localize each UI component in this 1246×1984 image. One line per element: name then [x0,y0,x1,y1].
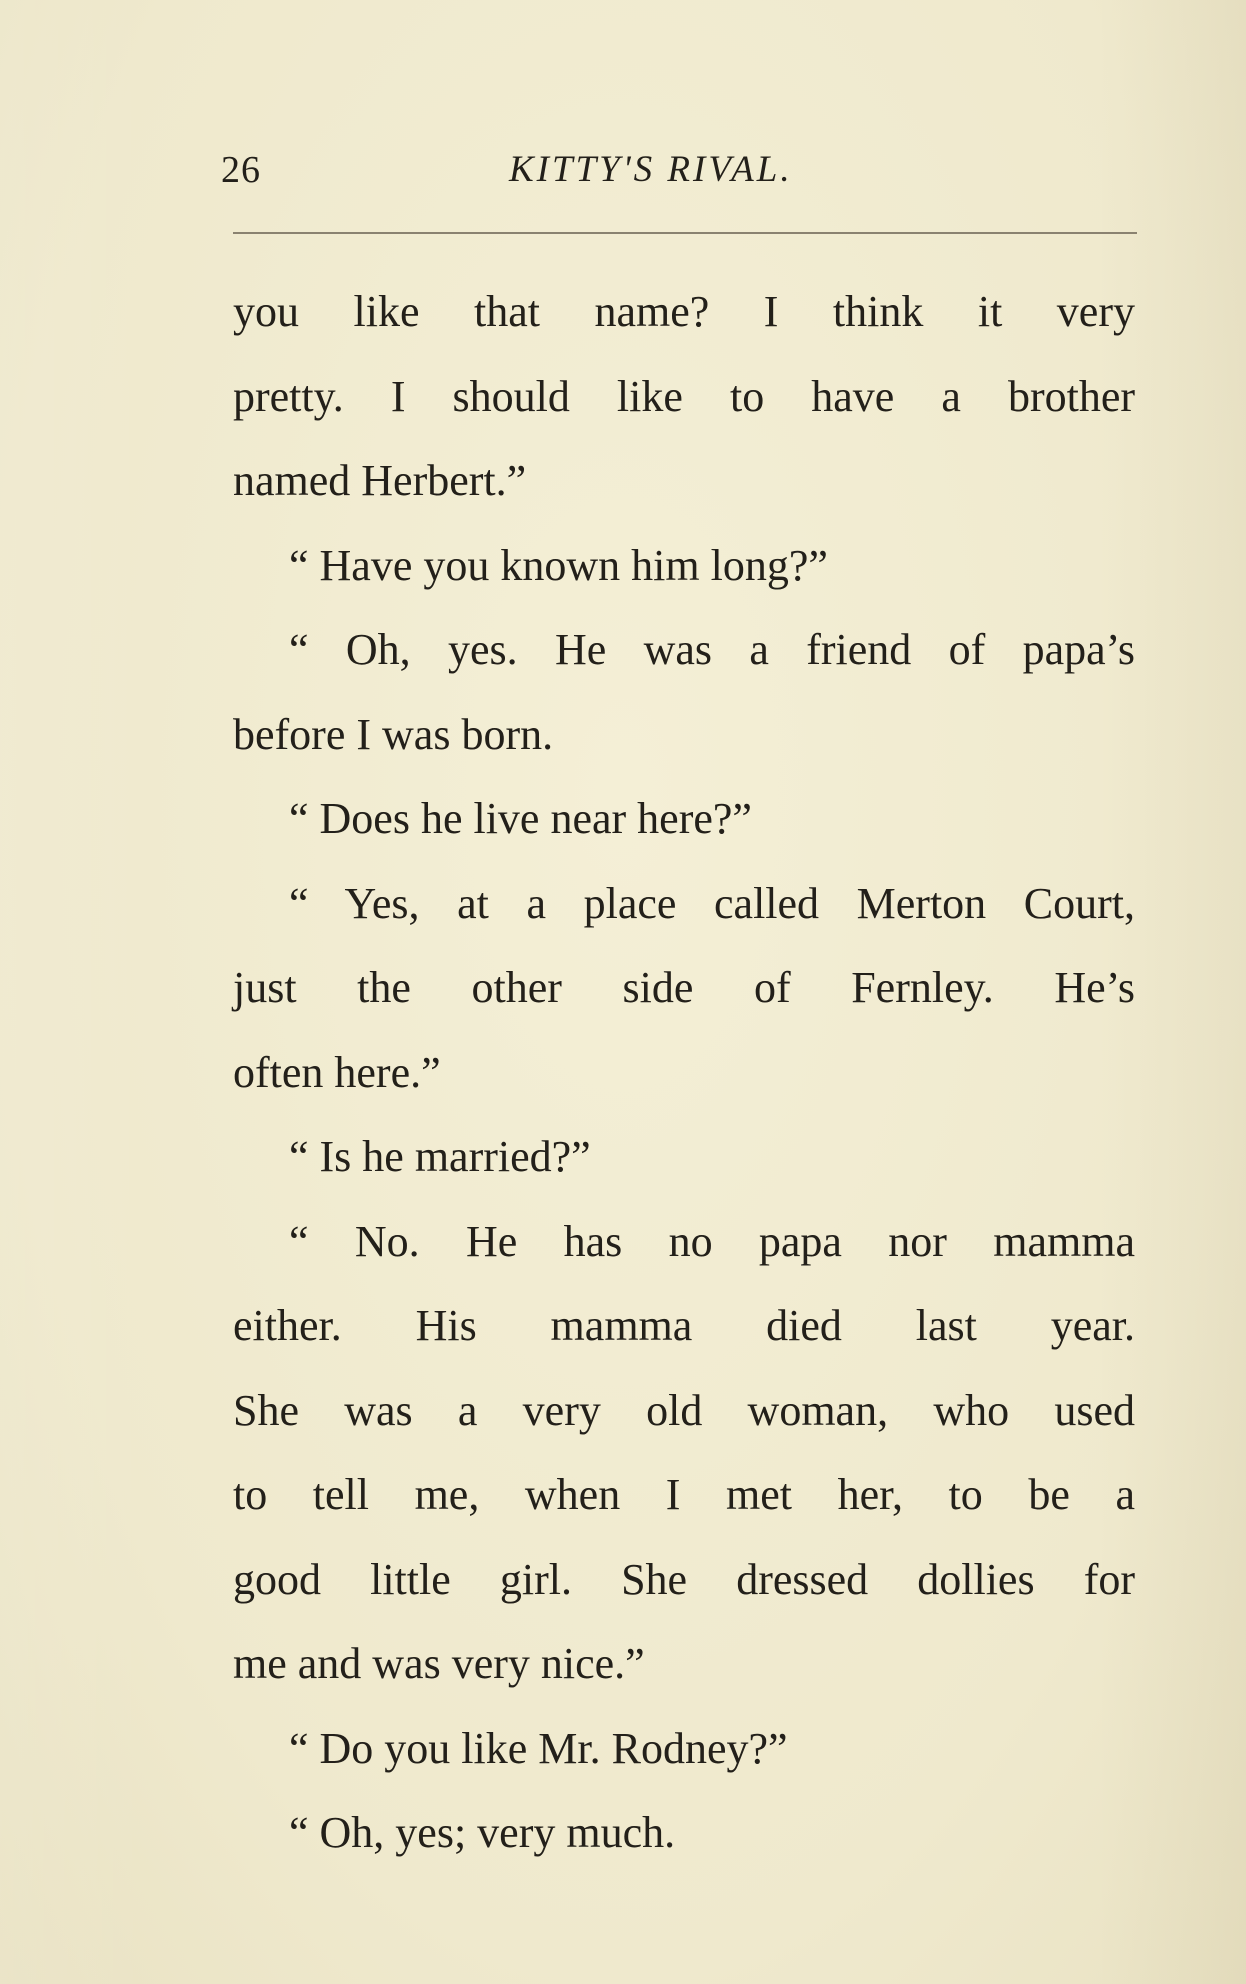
text-line: often here.” [233,1047,441,1097]
text-line: good little girl. She dressed dollies for [233,1554,1135,1604]
text-line: “ Is he married?” [289,1132,591,1181]
text-line: either. His mamma died last year. [233,1301,1135,1350]
text-line: just the other side of Fernley. He’s [233,963,1135,1012]
text-line: “ Oh, yes; very much. [289,1808,676,1857]
text-line: named Herbert.” [233,456,527,505]
text-line: “ No. He has no papa nor mamma [289,1216,1135,1266]
text-line: “ Oh, yes. He was a friend of papa’s [289,625,1135,674]
text-line: “ Does he live near here?” [289,794,752,843]
text-line: to tell me, when I met her, to be a [233,1470,1135,1519]
text-line: pretty. I should like to have a brother [233,371,1135,421]
body-text [233,270,1135,1876]
text-line: you like that name? I think it very [233,287,1135,336]
text-line: me and was very nice.” [233,1639,645,1688]
running-head [0,148,1246,208]
text-line: before I was born. [233,709,554,759]
running-title: KITTY'S RIVAL. [509,149,793,190]
text-line: “ Yes, at a place called Merton Court, [289,878,1135,928]
page-number: 26 [221,149,261,191]
text-line: “ Have you known him long?” [289,540,828,590]
text-line: “ Do you like Mr. Rodney?” [289,1723,788,1773]
header-rule [233,232,1137,234]
text-line: She was a very old woman, who used [233,1385,1135,1435]
